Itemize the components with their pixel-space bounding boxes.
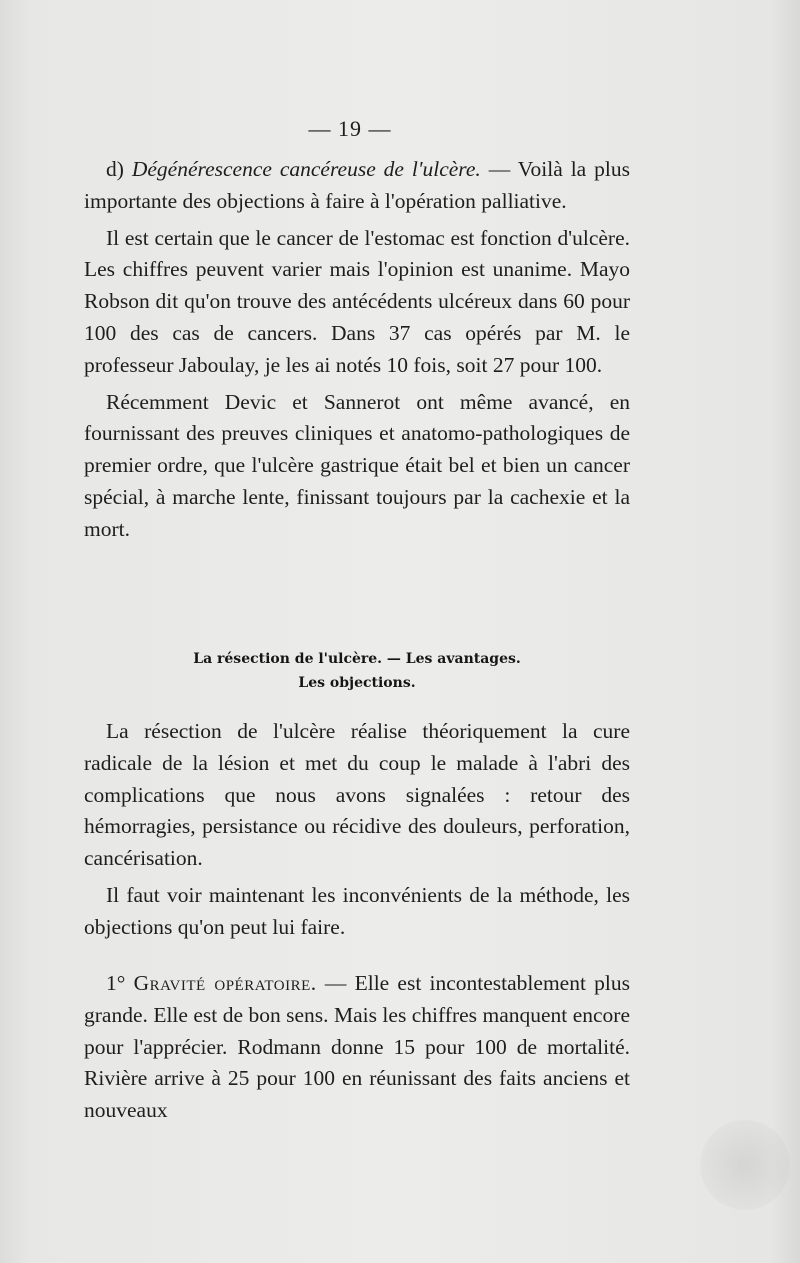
paragraph-devic-sannerot: Récemment Devic et Sannerot ont même avancé, en fournissant des preuves cliniques et anatomo-pathologiques de premier ordre, que l'ulcère gastrique était bel et bien un cancer spécial, à marche lente, finissant toujours par la cachexie et la mort. [84,389,630,541]
paragraph-inconvenients: Il faut voir maintenant les inconvénients de la méthode, les objections qu'on peut lui faire. [84,882,630,939]
section-1-title: Gravité opératoire. [133,971,317,995]
text-block-resection [84,716,630,944]
text-block-gravite [84,968,630,1127]
section-heading [84,647,630,695]
paper-stain [700,1120,790,1210]
page-number: — 19 — [308,116,392,141]
text-block-cancer [84,154,630,546]
heading-line-2: Les objections. [298,675,416,691]
paragraph-resection: La résection de l'ulcère réalise théoriquement la cure radicale de la lésion et met du coup le malade à l'abri des complications que nous avons signalées : retour des hémorragies, persistance ou récidive des douleurs, perforation, cancérisation. [84,719,630,871]
heading-line-1: La résection de l'ulcère. — Les avantages. [193,651,521,667]
section-d-text: — Voilà la plus importante des objections à faire à l'opération palliative. [84,157,630,213]
section-1-text: — Elle est incontestablement plus grande. Elle est de bon sens. Mais les chiffres manquent encore pour l'apprécier. Rodmann donne 15 pour 100 de mortalité. Rivière arrive à 25 pour 100 en réunissant des faits anciens et nouveaux [84,971,630,1123]
section-d-label: d) [106,157,124,181]
section-1-paragraph [84,968,630,1127]
paragraph-cancer-statistics: Il est certain que le cancer de l'estomac est fonction d'ulcère. Les chiffres peuvent varier mais l'opinion est unanime. Mayo Robson dit qu'on trouve des antécédents ulcéreux dans 60 pour 100 des cas de cancers. Dans 37 cas opérés par M. le professeur Jaboulay, je les ai notés 10 fois, soit 27 pour 100. [84,225,630,377]
section-1-number: 1° [106,971,126,995]
section-d-title: Dégénérescence cancéreuse de l'ulcère. [131,157,481,181]
section-d-paragraph [84,154,630,218]
